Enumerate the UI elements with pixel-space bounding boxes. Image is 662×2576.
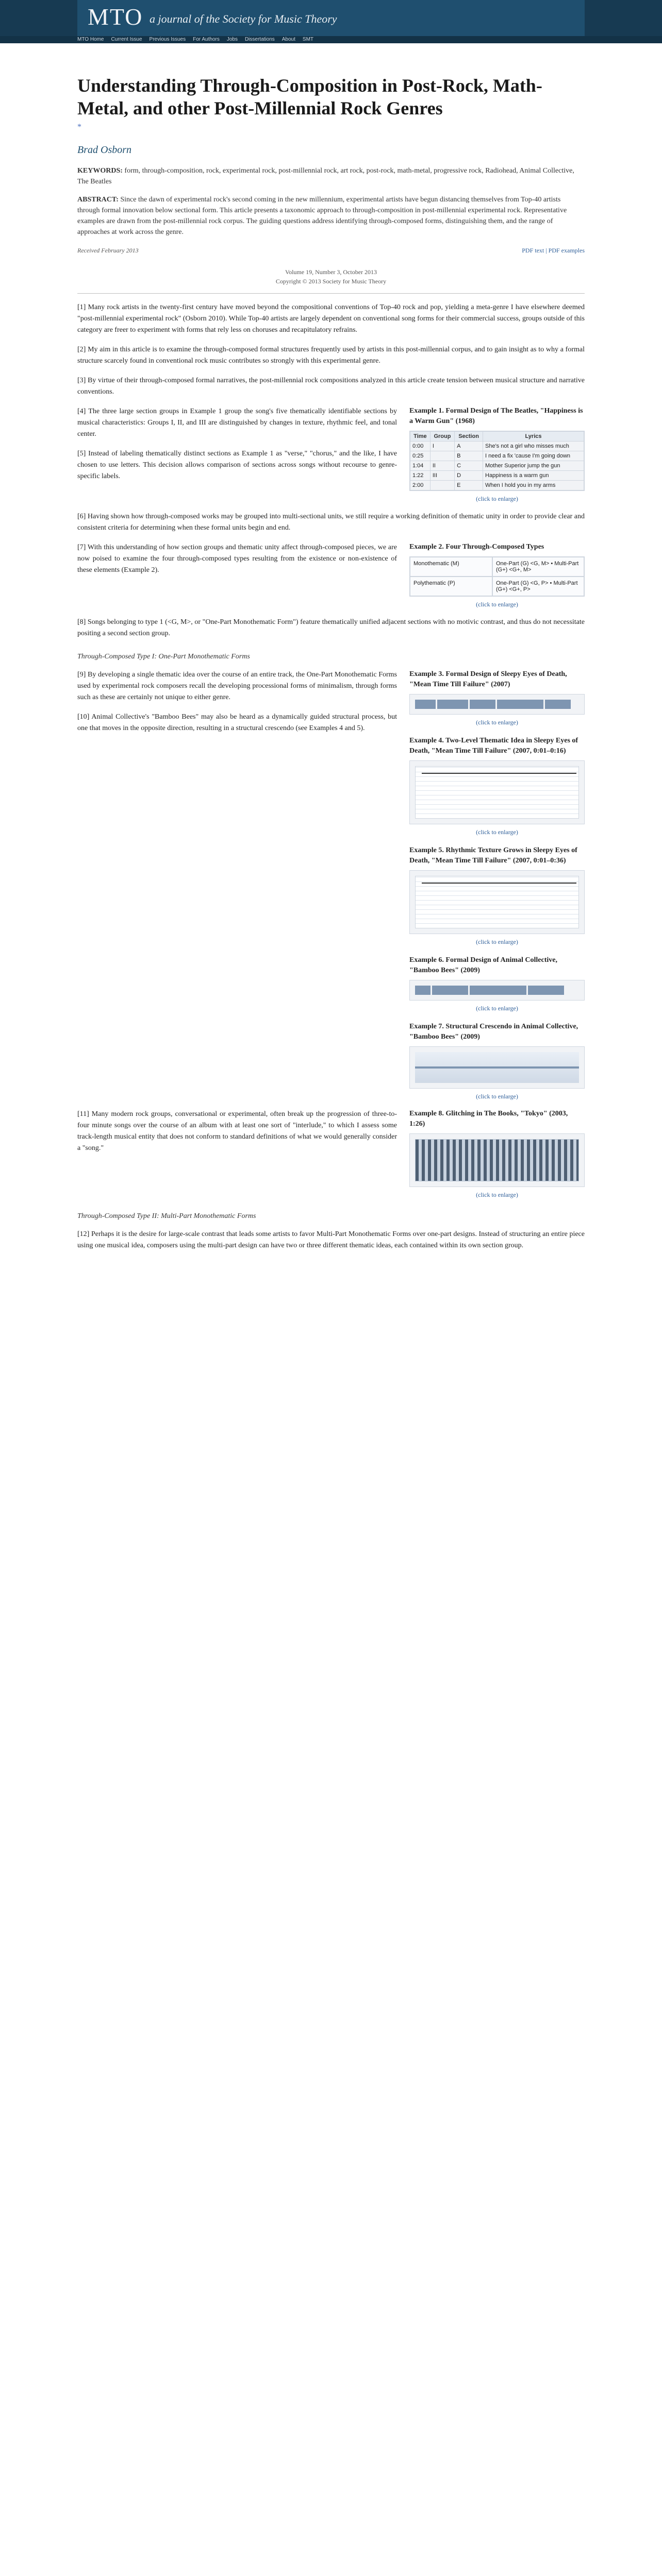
site-header bbox=[0, 0, 662, 43]
cell-group bbox=[430, 451, 454, 461]
example-6-title: Example 6. Formal Design of Animal Collective, "Bamboo Bees" (2009) bbox=[409, 956, 557, 974]
paragraph-7: [7] With this understanding of how section groups and thematic unity affect through-composed pieces, we are now poised to examine the four through-composed types resulting from the existence or non-existence of these elements (Example 2). bbox=[77, 544, 397, 574]
form-block bbox=[497, 700, 543, 709]
cell-time: 1:22 bbox=[410, 471, 431, 481]
subheading-type2: Through-Composed Type II: Multi-Part Monothematic Forms bbox=[77, 1212, 256, 1220]
example-3-caption[interactable]: (click to enlarge) bbox=[476, 719, 518, 726]
example-1-caption[interactable]: (click to enlarge) bbox=[476, 495, 518, 502]
cell-group bbox=[430, 481, 454, 490]
example-7-caption[interactable]: (click to enlarge) bbox=[476, 1093, 518, 1100]
cell-section: E bbox=[455, 481, 483, 490]
form-block bbox=[470, 700, 495, 709]
example-3-box[interactable] bbox=[409, 694, 585, 715]
example-6-box[interactable] bbox=[409, 980, 585, 1001]
meta-row bbox=[77, 247, 585, 257]
cell-time: 1:04 bbox=[410, 461, 431, 471]
example-8-caption[interactable]: (click to enlarge) bbox=[476, 1191, 518, 1198]
nav-current-issue[interactable]: Current Issue bbox=[111, 37, 142, 42]
cell-section: D bbox=[455, 471, 483, 481]
example-8-box[interactable] bbox=[409, 1133, 585, 1187]
paragraph-4: [4] The three large section groups in Example 1 group the song's five thematically identifiable sections by musical characteristics: Groups I, II, and III are distinguished by changes in texture, rhythmic feel, and tonal center. bbox=[77, 408, 397, 438]
cell-section: C bbox=[455, 461, 483, 471]
cell-lyrics: Mother Superior jump the gun bbox=[483, 461, 584, 471]
example-2-grid bbox=[410, 557, 584, 596]
author-name[interactable]: Brad Osborn bbox=[77, 144, 132, 156]
nav-smt[interactable]: SMT bbox=[302, 37, 314, 42]
ex2-desc-mono: One-Part (G) <G, M> • Multi-Part (G+) <G+, M> bbox=[492, 557, 584, 577]
table-row bbox=[410, 481, 584, 490]
article-title: Understanding Through-Composition in Post-Rock, Math-Metal, and other Post-Millennial Rock Genres bbox=[77, 75, 542, 118]
ex8-row bbox=[77, 1109, 585, 1199]
paragraph-11: [11] Many modern rock groups, conversational or experimental, often break up the progression of three-to-four minute songs over the course of an album with at least one sort of "interlude," to which I assess some track-length musical entity that does not conform to standard definitions of what we would generally consider a "song." bbox=[77, 1110, 397, 1152]
example-5-box[interactable] bbox=[409, 870, 585, 934]
example-6-form-bar bbox=[415, 986, 579, 995]
abstract-label: ABSTRACT: bbox=[77, 196, 119, 204]
form-block bbox=[415, 986, 431, 995]
subheading-type1: Through-Composed Type I: One-Part Monothematic Forms bbox=[77, 653, 250, 660]
cell-lyrics: When I hold you in my arms bbox=[483, 481, 584, 490]
abstract-text: Since the dawn of experimental rock's second coming in the new millennium, experimental artists have begun distancing themselves from Top-40 artists through formal innovation below sectional form. This article presents a taxonomic approach to through-composition in post-millennial experimental rock. Representative examples are drawn from the post-millennial rock corpus. The guiding questions address identifying through-composed forms, distinguishing them, and the range of approaches at work across the genre. bbox=[77, 196, 567, 236]
form-block bbox=[470, 986, 526, 995]
paragraph-8: [8] Songs belonging to type 1 (<G, M>, or "One-Part Monothematic Form") feature thematically unified adjacent sections with no motivic contrast, and thus do not necessitate positing a second section group. bbox=[77, 618, 585, 637]
pdf-links[interactable]: PDF text | PDF examples bbox=[522, 247, 585, 254]
form-block bbox=[437, 700, 468, 709]
cell-time: 0:25 bbox=[410, 451, 431, 461]
nav-about[interactable]: About bbox=[282, 37, 295, 42]
ex2-desc-poly: One-Part (G) <G, P> • Multi-Part (G+) <G+, P> bbox=[492, 577, 584, 596]
main-nav bbox=[77, 36, 313, 43]
example-4-title: Example 4. Two-Level Thematic Idea in Sleepy Eyes of Death, "Mean Time Till Failure" (2007, 0:01–0:16) bbox=[409, 737, 578, 755]
example-2-caption[interactable]: (click to enlarge) bbox=[476, 601, 518, 608]
ex1-row bbox=[77, 406, 585, 503]
example-3-form-bar bbox=[415, 700, 579, 709]
example-4-score bbox=[415, 766, 579, 819]
cell-time: 0:00 bbox=[410, 442, 431, 451]
ex1-header-time: Time bbox=[410, 432, 431, 442]
ex2-row bbox=[77, 542, 585, 608]
article-container bbox=[77, 49, 585, 1251]
example-7-title: Example 7. Structural Crescendo in Animal Collective, "Bamboo Bees" (2009) bbox=[409, 1023, 578, 1041]
example-2-title: Example 2. Four Through-Composed Types bbox=[409, 543, 544, 551]
ex3-row bbox=[77, 669, 585, 1100]
cell-lyrics: Happiness is a warm gun bbox=[483, 471, 584, 481]
paragraph-12: [12] Perhaps it is the desire for large-scale contrast that leads some artists to favor Multi-Part Monothematic Forms over one-part designs. Instead of structuring an entire piece using one musical idea, composers using the multi-part design can have two or three different thematic ideas, each contained within its own section group. bbox=[77, 1230, 585, 1249]
site-tagline: a journal of the Society for Music Theory bbox=[150, 12, 337, 25]
nav-jobs[interactable]: Jobs bbox=[226, 37, 238, 42]
form-block bbox=[432, 986, 468, 995]
table-row bbox=[410, 442, 584, 451]
example-4-caption[interactable]: (click to enlarge) bbox=[476, 828, 518, 836]
ex1-header-group: Group bbox=[430, 432, 454, 442]
nav-for-authors[interactable]: For Authors bbox=[193, 37, 220, 42]
example-2-box[interactable] bbox=[409, 556, 585, 597]
ex1-header-section: Section bbox=[455, 432, 483, 442]
nav-home[interactable]: MTO Home bbox=[77, 37, 104, 42]
example-5-caption[interactable]: (click to enlarge) bbox=[476, 938, 518, 945]
paragraph-1: [1] Many rock artists in the twenty-first century have moved beyond the compositional conventions of Top-40 rock and pop, yielding a meta-genre I have elsewhere deemed "post-millennial experimental rock" (Osborn 2010). While Top-40 artists are largely dependent on conventional song forms for their commercial success, groups outside of this category are freer to experiment with forms that rely less on choruses and recapitulatory refrains. bbox=[77, 303, 585, 334]
paragraph-10: [10] Animal Collective's "Bamboo Bees" may also be heard as a dynamically guided structural process, but one that moves in the opposite direction, resulting in a structural crescendo (see Examples 4 and 5). bbox=[77, 713, 397, 732]
left-column bbox=[77, 669, 397, 1100]
example-7-box[interactable] bbox=[409, 1046, 585, 1089]
received-date: Received February 2013 bbox=[77, 247, 139, 254]
cell-section: B bbox=[455, 451, 483, 461]
paragraph-5: [5] Instead of labeling thematically distinct sections as Example 1 as "verse," "chorus," and the like, I have chosen to use letters. This decision allows comparison of sections across songs without recourse to genre-specific labels. bbox=[77, 450, 397, 480]
table-row bbox=[410, 461, 584, 471]
example-8-title: Example 8. Glitching in The Books, "Tokyo" (2003, 1:26) bbox=[409, 1110, 568, 1128]
example-1-title: Example 1. Formal Design of The Beatles, "Happiness is a Warm Gun" (1968) bbox=[409, 407, 583, 425]
nav-dissertations[interactable]: Dissertations bbox=[244, 37, 275, 42]
form-block bbox=[528, 986, 564, 995]
example-3-title: Example 3. Formal Design of Sleepy Eyes of Death, "Mean Time Till Failure" (2007) bbox=[409, 670, 567, 688]
cell-lyrics: She's not a girl who misses much bbox=[483, 442, 584, 451]
example-5-score bbox=[415, 876, 579, 928]
volume-info bbox=[77, 267, 585, 286]
cell-group: I bbox=[430, 442, 454, 451]
ex2-label-poly: Polythematic (P) bbox=[410, 577, 492, 596]
form-block bbox=[415, 700, 436, 709]
keywords-block bbox=[77, 165, 585, 187]
ex2-label-mono: Monothematic (M) bbox=[410, 557, 492, 577]
left-column bbox=[77, 542, 397, 608]
nav-previous-issues[interactable]: Previous Issues bbox=[149, 37, 186, 42]
volume-number: Volume 19, Number 3, October 2013 bbox=[285, 268, 377, 276]
example-7-waveform bbox=[415, 1052, 579, 1083]
paragraph-2: [2] My aim in this article is to examine the through-composed formal structures frequently used by artists in this post-millennial corpus, and to gain insight as to why a formal structure scarcely found in conventional rock music contributes so strongly with this experimental genre. bbox=[77, 346, 585, 365]
form-block bbox=[545, 700, 571, 709]
keywords-label: KEYWORDS: bbox=[77, 167, 123, 175]
cell-time: 2:00 bbox=[410, 481, 431, 490]
cell-section: A bbox=[455, 442, 483, 451]
cell-lyrics: I need a fix 'cause I'm going down bbox=[483, 451, 584, 461]
left-column bbox=[77, 1109, 397, 1199]
site-logo[interactable]: MTO bbox=[88, 4, 143, 30]
example-5-title: Example 5. Rhythmic Texture Grows in Sleepy Eyes of Death, "Mean Time Till Failure" (2007, 0:01–0:36) bbox=[409, 846, 577, 865]
example-1-table bbox=[410, 431, 584, 490]
paragraph-6: [6] Having shown how through-composed works may be grouped into multi-sectional units, we still require a working definition of thematic unity in order to provide clear and consistent criteria for determining when these formal units begin and end. bbox=[77, 513, 585, 532]
example-8 bbox=[409, 1109, 585, 1199]
example-1-box[interactable] bbox=[409, 431, 585, 491]
left-column bbox=[77, 406, 397, 503]
table-row bbox=[410, 451, 584, 461]
example-4-box[interactable] bbox=[409, 760, 585, 824]
keywords-text: form, through-composition, rock, experimental rock, post-millennial rock, art rock, post-rock, math-metal, progressive rock, Radiohead, Animal Collective, The Beatles bbox=[77, 167, 574, 185]
copyright: Copyright © 2013 Society for Music Theory bbox=[275, 278, 387, 285]
divider bbox=[77, 293, 585, 294]
cell-group: III bbox=[430, 471, 454, 481]
footnote-star[interactable]: * bbox=[77, 123, 81, 131]
example-6-caption[interactable]: (click to enlarge) bbox=[476, 1005, 518, 1012]
ex1-header-lyrics: Lyrics bbox=[483, 432, 584, 442]
paragraph-3: [3] By virtue of their through-composed formal narratives, the post-millennial rock compositions analyzed in this article create tension between musical structure and narrative conventions. bbox=[77, 377, 585, 396]
abstract-block bbox=[77, 194, 585, 238]
example-1 bbox=[409, 406, 585, 503]
cell-group: II bbox=[430, 461, 454, 471]
example-2 bbox=[409, 542, 585, 608]
examples-3-7 bbox=[409, 669, 585, 1100]
paragraph-9: [9] By developing a single thematic idea over the course of an entire track, the One-Part Monothematic Forms used by experimental rock composers recall the developing processional forms of minimalism, through forms such as these are certainly not unique to either genre. bbox=[77, 671, 397, 701]
table-row bbox=[410, 471, 584, 481]
example-8-glitch-image bbox=[415, 1139, 579, 1181]
